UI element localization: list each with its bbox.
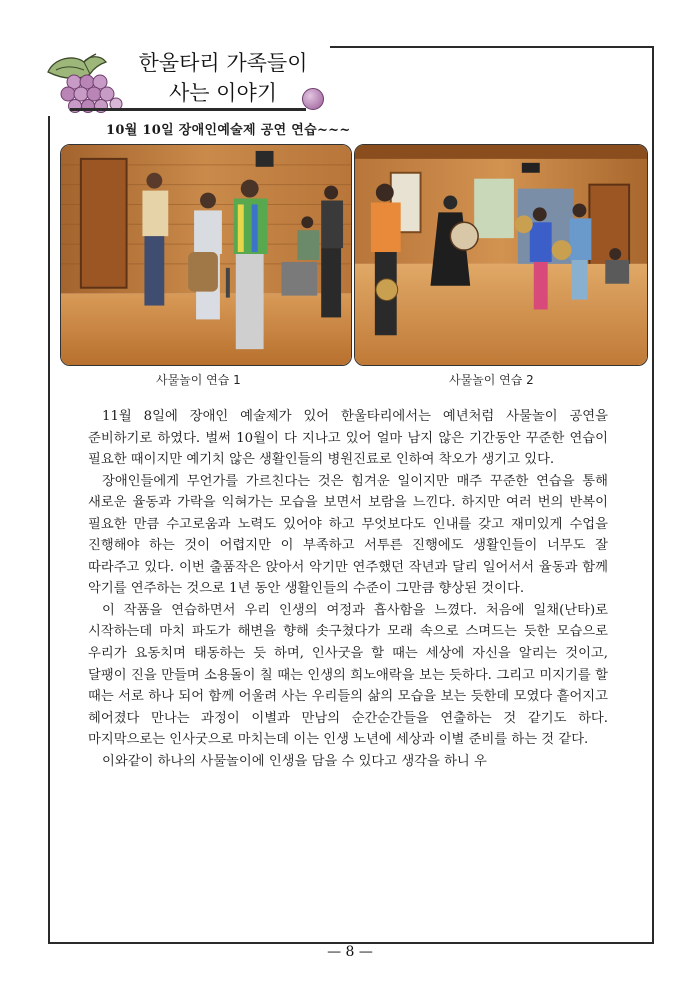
body-paragraph: 이 작품을 연습하면서 우리 인생의 여정과 흡사함을 느꼈다. 처음에 일채(난타)로 시작하는데 마치 파도가 해변을 향해 솟구쳤다가 모래 속으로 스며드는 듯한 모습으로 우리가 요동치며 태동하는 듯 하며, 인사굿을 할 때는 세상에 자신을 알리는 것이고, 달팽이 진을 만들며 소용돌이 칠 때는 인생의 희노애락을 보는 듯하다. 그리고 미지기를 할 때는 서로 하나 되어 함께 어울려 사는 우리들의 삶의 모습을 보는 듯한데 모였다 흩어지고 헤어졌다 만나는 과정이 이별과 만남의 순간순간들을 연출하는 것 같기도 하다. 마지막으로는 인사굿으로 마치는데 이는 인생 노년에 세상과 이별 준비를 하는 것 같다.: [88, 602, 608, 748]
article-subtitle: 10월 10일 장애인예술제 공연 연습~~~: [106, 123, 351, 138]
body-paragraph: 이와같이 하나의 사물놀이에 인생을 담을 수 있다고 생각을 하니 우: [102, 753, 487, 769]
page-number: — 8 —: [327, 944, 373, 960]
photo-caption-1: 사물놀이 연습 1: [156, 373, 241, 387]
header-title-line1: 한울타리 가족들이: [138, 51, 308, 75]
photo-samulnori-practice-2: [354, 144, 648, 366]
photo-2-image: [355, 145, 647, 365]
header-title-line2: 사는 이야기: [168, 81, 278, 105]
photo-caption-2: 사물놀이 연습 2: [449, 373, 534, 387]
grape-dot-icon: [302, 88, 324, 110]
header-underline: [70, 108, 306, 111]
body-paragraph: 11월 8일에 장애인 예술제가 있어 한울타리에서는 예년처럼 사물놀이 공연을 준비하기로 하였다. 벌써 10월이 다 지나고 있어 얼마 남지 않은 기간동안 꾸준한 연습이 필요한 때이지만 예기치 않은 생활인들의 병원진료로 인하여 착오가 생기고 있다.: [88, 409, 608, 468]
page-header-title: [128, 48, 318, 108]
photo-samulnori-practice-1: [60, 144, 352, 366]
article-body: [88, 406, 608, 772]
grape-logo-icon: [44, 52, 128, 114]
body-paragraph: 장애인들에게 무언가를 가르친다는 것은 힘겨운 일이지만 매주 꾸준한 연습을 통해 새로운 율동과 가락을 익혀가는 모습을 보면서 보람을 느낀다. 하지만 여러 번의 반복이 필요한 만큼 수고로움과 노력도 있어야 하고 무엇보다도 인내를 갖고 재미있게 수업을 진행해야 하는 것이 어렵지만 이 부족하고 서투른 진행에도 생활인들이 너무도 잘 따라주고 있다. 이번 출품작은 앉아서 악기만 연주했던 작년과 달리 일어서서 율동과 함께 악기를 연주하는 것으로 1년 동안 생활인들의 수준이 그만큼 향상된 것이다.: [88, 473, 608, 597]
photo-1-image: [61, 145, 351, 365]
